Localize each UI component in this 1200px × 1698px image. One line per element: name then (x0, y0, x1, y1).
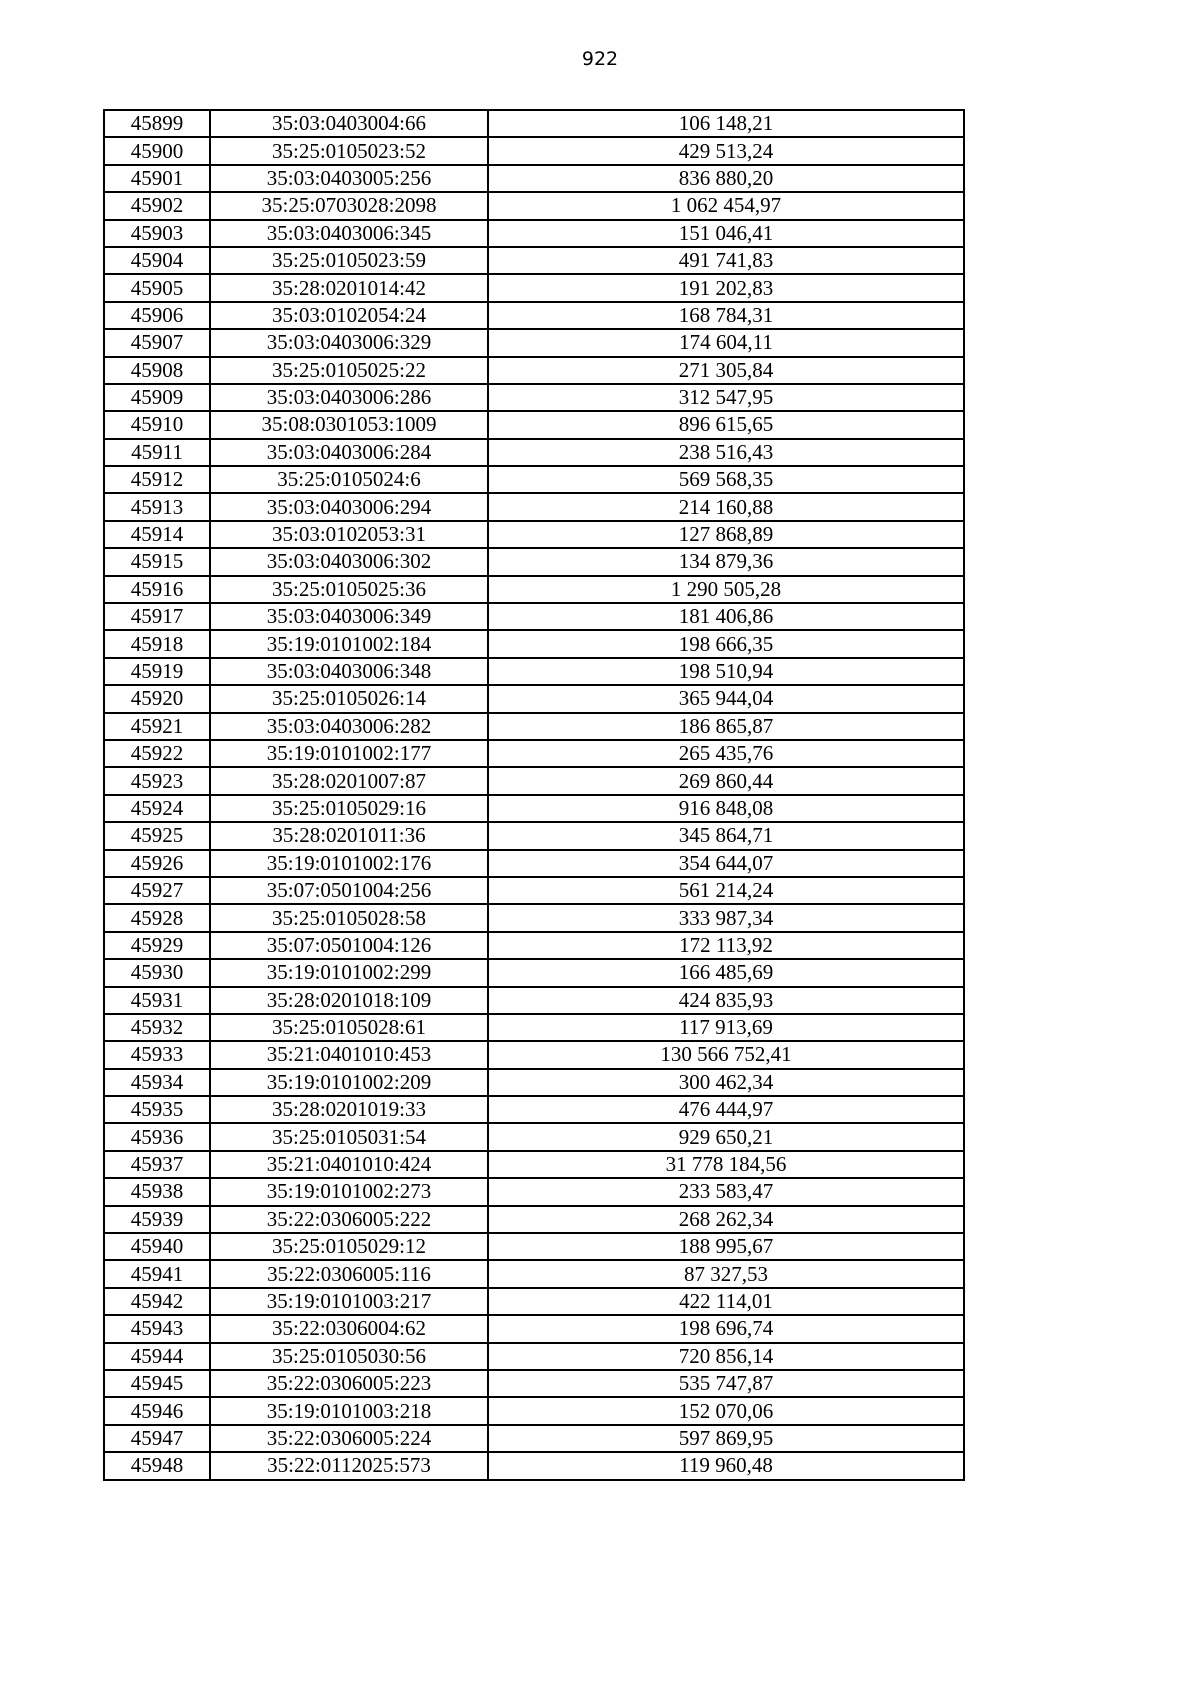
table-row (104, 137, 964, 164)
value-cell: 422 114,01 (488, 1288, 964, 1315)
cadastral-number-cell: 35:25:0105025:22 (210, 357, 488, 384)
row-number-cell: 45924 (104, 795, 210, 822)
table-row (104, 302, 964, 329)
cadastral-number-cell: 35:28:0201011:36 (210, 822, 488, 849)
cadastral-number-cell: 35:07:0501004:126 (210, 932, 488, 959)
table-row (104, 795, 964, 822)
cadastral-number-cell: 35:25:0105029:16 (210, 795, 488, 822)
row-number-cell: 45930 (104, 959, 210, 986)
cadastral-number-cell: 35:03:0403006:349 (210, 603, 488, 630)
value-cell: 429 513,24 (488, 137, 964, 164)
table-row (104, 357, 964, 384)
cadastral-number-cell: 35:28:0201018:109 (210, 987, 488, 1014)
cadastral-number-cell: 35:25:0105026:14 (210, 685, 488, 712)
cadastral-number-cell: 35:03:0102054:24 (210, 302, 488, 329)
table-row (104, 274, 964, 301)
cadastral-number-cell: 35:03:0403006:282 (210, 713, 488, 740)
value-cell: 106 148,21 (488, 110, 964, 137)
row-number-cell: 45923 (104, 767, 210, 794)
table-row (104, 1069, 964, 1096)
table-row (104, 165, 964, 192)
table-row (104, 685, 964, 712)
value-cell: 31 778 184,56 (488, 1151, 964, 1178)
table-row (104, 521, 964, 548)
value-cell: 152 070,06 (488, 1397, 964, 1424)
table-row (104, 1178, 964, 1205)
row-number-cell: 45914 (104, 521, 210, 548)
table-row (104, 1452, 964, 1479)
row-number-cell: 45942 (104, 1288, 210, 1315)
value-cell: 929 650,21 (488, 1123, 964, 1150)
value-cell: 365 944,04 (488, 685, 964, 712)
value-cell: 166 485,69 (488, 959, 964, 986)
value-cell: 271 305,84 (488, 357, 964, 384)
row-number-cell: 45920 (104, 685, 210, 712)
row-number-cell: 45918 (104, 630, 210, 657)
cadastral-number-cell: 35:07:0501004:256 (210, 877, 488, 904)
cadastral-number-cell: 35:28:0201014:42 (210, 274, 488, 301)
cadastral-number-cell: 35:21:0401010:424 (210, 1151, 488, 1178)
value-cell: 172 113,92 (488, 932, 964, 959)
row-number-cell: 45934 (104, 1069, 210, 1096)
cadastral-number-cell: 35:22:0306005:224 (210, 1425, 488, 1452)
table-row (104, 987, 964, 1014)
table-row (104, 1233, 964, 1260)
cadastral-number-cell: 35:22:0306005:223 (210, 1370, 488, 1397)
cadastral-number-cell: 35:03:0403006:348 (210, 658, 488, 685)
value-cell: 491 741,83 (488, 247, 964, 274)
table-row (104, 1260, 964, 1287)
cadastral-number-cell: 35:19:0101002:184 (210, 630, 488, 657)
cadastral-number-cell: 35:25:0105030:56 (210, 1343, 488, 1370)
row-number-cell: 45903 (104, 220, 210, 247)
value-cell: 561 214,24 (488, 877, 964, 904)
value-cell: 535 747,87 (488, 1370, 964, 1397)
value-cell: 87 327,53 (488, 1260, 964, 1287)
row-number-cell: 45941 (104, 1260, 210, 1287)
table-row (104, 192, 964, 219)
value-cell: 1 062 454,97 (488, 192, 964, 219)
cadastral-number-cell: 35:25:0105023:52 (210, 137, 488, 164)
table-row (104, 1041, 964, 1068)
cadastral-number-cell: 35:19:0101002:299 (210, 959, 488, 986)
cadastral-number-cell: 35:19:0101002:177 (210, 740, 488, 767)
cadastral-number-cell: 35:28:0201019:33 (210, 1096, 488, 1123)
value-cell: 117 913,69 (488, 1014, 964, 1041)
cadastral-number-cell: 35:19:0101003:217 (210, 1288, 488, 1315)
row-number-cell: 45938 (104, 1178, 210, 1205)
value-cell: 597 869,95 (488, 1425, 964, 1452)
value-cell: 836 880,20 (488, 165, 964, 192)
row-number-cell: 45943 (104, 1315, 210, 1342)
row-number-cell: 45929 (104, 932, 210, 959)
cadastral-number-cell: 35:08:0301053:1009 (210, 411, 488, 438)
table-row (104, 1151, 964, 1178)
cadastral-number-cell: 35:03:0403006:286 (210, 384, 488, 411)
row-number-cell: 45905 (104, 274, 210, 301)
table-row (104, 411, 964, 438)
row-number-cell: 45932 (104, 1014, 210, 1041)
value-cell: 238 516,43 (488, 439, 964, 466)
table-row (104, 1206, 964, 1233)
value-cell: 134 879,36 (488, 548, 964, 575)
value-cell: 168 784,31 (488, 302, 964, 329)
cadastral-number-cell: 35:25:0105023:59 (210, 247, 488, 274)
row-number-cell: 45913 (104, 493, 210, 520)
cadastral-number-cell: 35:22:0306004:62 (210, 1315, 488, 1342)
table-row (104, 466, 964, 493)
table-row (104, 1123, 964, 1150)
cadastral-number-cell: 35:03:0403006:284 (210, 439, 488, 466)
table-row (104, 439, 964, 466)
value-cell: 191 202,83 (488, 274, 964, 301)
table-row (104, 713, 964, 740)
value-cell: 151 046,41 (488, 220, 964, 247)
value-cell: 312 547,95 (488, 384, 964, 411)
table-row (104, 1425, 964, 1452)
value-cell: 198 510,94 (488, 658, 964, 685)
cadastral-value-table (103, 109, 965, 1481)
row-number-cell: 45921 (104, 713, 210, 740)
row-number-cell: 45917 (104, 603, 210, 630)
cadastral-number-cell: 35:21:0401010:453 (210, 1041, 488, 1068)
row-number-cell: 45922 (104, 740, 210, 767)
value-cell: 233 583,47 (488, 1178, 964, 1205)
table-row (104, 932, 964, 959)
row-number-cell: 45948 (104, 1452, 210, 1479)
row-number-cell: 45908 (104, 357, 210, 384)
cadastral-number-cell: 35:03:0403006:345 (210, 220, 488, 247)
value-cell: 130 566 752,41 (488, 1041, 964, 1068)
table-row (104, 959, 964, 986)
row-number-cell: 45909 (104, 384, 210, 411)
cadastral-number-cell: 35:19:0101002:176 (210, 850, 488, 877)
value-cell: 198 696,74 (488, 1315, 964, 1342)
cadastral-number-cell: 35:03:0403006:294 (210, 493, 488, 520)
table-row (104, 740, 964, 767)
row-number-cell: 45901 (104, 165, 210, 192)
row-number-cell: 45911 (104, 439, 210, 466)
cadastral-number-cell: 35:25:0105029:12 (210, 1233, 488, 1260)
table-row (104, 1014, 964, 1041)
row-number-cell: 45919 (104, 658, 210, 685)
table-row (104, 247, 964, 274)
value-cell: 198 666,35 (488, 630, 964, 657)
table-row (104, 658, 964, 685)
table-row (104, 767, 964, 794)
value-cell: 345 864,71 (488, 822, 964, 849)
table-row (104, 220, 964, 247)
table-row (104, 110, 964, 137)
value-cell: 720 856,14 (488, 1343, 964, 1370)
value-cell: 186 865,87 (488, 713, 964, 740)
cadastral-number-cell: 35:25:0105025:36 (210, 576, 488, 603)
value-cell: 354 644,07 (488, 850, 964, 877)
table-row (104, 1096, 964, 1123)
table-row (104, 850, 964, 877)
row-number-cell: 45910 (104, 411, 210, 438)
table-row (104, 630, 964, 657)
cadastral-number-cell: 35:03:0403006:302 (210, 548, 488, 575)
cadastral-number-cell: 35:03:0403004:66 (210, 110, 488, 137)
cadastral-number-cell: 35:03:0403006:329 (210, 329, 488, 356)
table-row (104, 877, 964, 904)
row-number-cell: 45928 (104, 904, 210, 931)
cadastral-number-cell: 35:25:0105028:61 (210, 1014, 488, 1041)
row-number-cell: 45915 (104, 548, 210, 575)
row-number-cell: 45935 (104, 1096, 210, 1123)
table-body (104, 110, 964, 1480)
cadastral-number-cell: 35:03:0102053:31 (210, 521, 488, 548)
value-cell: 174 604,11 (488, 329, 964, 356)
table-row (104, 904, 964, 931)
cadastral-number-cell: 35:25:0105028:58 (210, 904, 488, 931)
row-number-cell: 45926 (104, 850, 210, 877)
cadastral-number-cell: 35:19:0101002:209 (210, 1069, 488, 1096)
table-row (104, 576, 964, 603)
row-number-cell: 45945 (104, 1370, 210, 1397)
row-number-cell: 45900 (104, 137, 210, 164)
row-number-cell: 45907 (104, 329, 210, 356)
value-cell: 300 462,34 (488, 1069, 964, 1096)
cadastral-number-cell: 35:25:0105031:54 (210, 1123, 488, 1150)
row-number-cell: 45906 (104, 302, 210, 329)
value-cell: 268 262,34 (488, 1206, 964, 1233)
table-row (104, 384, 964, 411)
cadastral-number-cell: 35:28:0201007:87 (210, 767, 488, 794)
table-row (104, 493, 964, 520)
value-cell: 424 835,93 (488, 987, 964, 1014)
row-number-cell: 45925 (104, 822, 210, 849)
row-number-cell: 45933 (104, 1041, 210, 1068)
cadastral-number-cell: 35:03:0403005:256 (210, 165, 488, 192)
table-row (104, 1288, 964, 1315)
row-number-cell: 45927 (104, 877, 210, 904)
cadastral-number-cell: 35:25:0105024:6 (210, 466, 488, 493)
cadastral-number-cell: 35:22:0306005:222 (210, 1206, 488, 1233)
value-cell: 119 960,48 (488, 1452, 964, 1479)
cadastral-number-cell: 35:25:0703028:2098 (210, 192, 488, 219)
cadastral-number-cell: 35:19:0101002:273 (210, 1178, 488, 1205)
row-number-cell: 45946 (104, 1397, 210, 1424)
table-row (104, 822, 964, 849)
value-cell: 265 435,76 (488, 740, 964, 767)
cadastral-number-cell: 35:22:0306005:116 (210, 1260, 488, 1287)
row-number-cell: 45916 (104, 576, 210, 603)
table-row (104, 548, 964, 575)
value-cell: 1 290 505,28 (488, 576, 964, 603)
table-row (104, 1343, 964, 1370)
value-cell: 269 860,44 (488, 767, 964, 794)
value-cell: 896 615,65 (488, 411, 964, 438)
table-row (104, 603, 964, 630)
row-number-cell: 45936 (104, 1123, 210, 1150)
value-cell: 333 987,34 (488, 904, 964, 931)
row-number-cell: 45947 (104, 1425, 210, 1452)
row-number-cell: 45912 (104, 466, 210, 493)
value-cell: 127 868,89 (488, 521, 964, 548)
value-cell: 569 568,35 (488, 466, 964, 493)
row-number-cell: 45904 (104, 247, 210, 274)
table-row (104, 1370, 964, 1397)
value-cell: 188 995,67 (488, 1233, 964, 1260)
value-cell: 476 444,97 (488, 1096, 964, 1123)
row-number-cell: 45939 (104, 1206, 210, 1233)
table-row (104, 329, 964, 356)
page-number: 922 (581, 48, 619, 70)
value-cell: 916 848,08 (488, 795, 964, 822)
value-cell: 181 406,86 (488, 603, 964, 630)
value-cell: 214 160,88 (488, 493, 964, 520)
row-number-cell: 45899 (104, 110, 210, 137)
row-number-cell: 45902 (104, 192, 210, 219)
cadastral-number-cell: 35:19:0101003:218 (210, 1397, 488, 1424)
table-row (104, 1397, 964, 1424)
row-number-cell: 45944 (104, 1343, 210, 1370)
table-row (104, 1315, 964, 1342)
cadastral-number-cell: 35:22:0112025:573 (210, 1452, 488, 1479)
row-number-cell: 45937 (104, 1151, 210, 1178)
row-number-cell: 45940 (104, 1233, 210, 1260)
row-number-cell: 45931 (104, 987, 210, 1014)
